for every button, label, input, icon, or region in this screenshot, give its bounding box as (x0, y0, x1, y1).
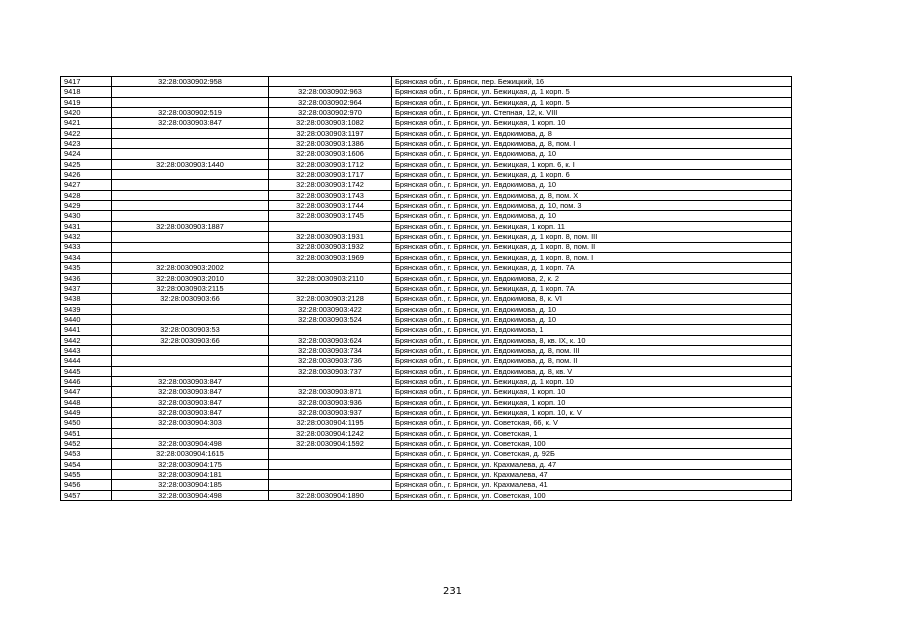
table-row (61, 97, 792, 107)
land-cadastral-number-cell: 32:28:0030904:498 (112, 439, 269, 449)
row-number-cell: 9443 (61, 345, 112, 355)
building-cadastral-number-cell: 32:28:0030903:1386 (269, 139, 392, 149)
building-cadastral-number-cell: 32:28:0030902:970 (269, 108, 392, 118)
row-number-cell: 9438 (61, 294, 112, 304)
table-row (61, 232, 792, 242)
building-cadastral-number-cell (269, 325, 392, 335)
table-row (61, 314, 792, 324)
building-cadastral-number-cell: 32:28:0030904:1592 (269, 439, 392, 449)
building-cadastral-number-cell: 32:28:0030903:624 (269, 335, 392, 345)
table-row (61, 335, 792, 345)
building-cadastral-number-cell: 32:28:0030903:2110 (269, 273, 392, 283)
building-cadastral-number-cell: 32:28:0030903:871 (269, 387, 392, 397)
land-cadastral-number-cell: 32:28:0030904:181 (112, 470, 269, 480)
table-row (61, 190, 792, 200)
row-number-cell: 9448 (61, 397, 112, 407)
building-cadastral-number-cell: 32:28:0030903:1744 (269, 201, 392, 211)
building-cadastral-number-cell: 32:28:0030903:1745 (269, 211, 392, 221)
table-row (61, 201, 792, 211)
address-cell: Брянская обл., г. Брянск, ул. Степная, 12, к. VIII (392, 108, 792, 118)
row-number-cell: 9452 (61, 439, 112, 449)
row-number-cell: 9444 (61, 356, 112, 366)
table-row (61, 211, 792, 221)
address-cell: Брянская обл., г. Брянск, ул. Бежицкая, д. 1 корп. 6 (392, 170, 792, 180)
land-cadastral-number-cell (112, 366, 269, 376)
building-cadastral-number-cell (269, 283, 392, 293)
row-number-cell: 9441 (61, 325, 112, 335)
table-row (61, 159, 792, 169)
row-number-cell: 9435 (61, 263, 112, 273)
address-cell: Брянская обл., г. Брянск, ул. Бежицкая, д. 1 корп. 7А (392, 263, 792, 273)
table-row (61, 325, 792, 335)
address-cell: Брянская обл., г. Брянск, ул. Евдокимова, д. 10 (392, 211, 792, 221)
address-cell: Брянская обл., г. Брянск, ул. Евдокимова, 1 (392, 325, 792, 335)
address-cell: Брянская обл., г. Брянск, ул. Евдокимова, д. 10 (392, 180, 792, 190)
address-cell: Брянская обл., г. Брянск, ул. Бежицкая, д. 1 корп. 8, пом. III (392, 232, 792, 242)
address-cell: Брянская обл., г. Брянск, ул. Бежицкая, д. 1 корп. 8, пом. I (392, 252, 792, 262)
land-cadastral-number-cell: 32:28:0030903:2010 (112, 273, 269, 283)
table-row (61, 128, 792, 138)
address-cell: Брянская обл., г. Брянск, ул. Евдокимова, д. 10 (392, 304, 792, 314)
table-row (61, 459, 792, 469)
building-cadastral-number-cell (269, 221, 392, 231)
address-cell: Брянская обл., г. Брянск, ул. Крахмалева, 47 (392, 470, 792, 480)
row-number-cell: 9420 (61, 108, 112, 118)
address-cell: Брянская обл., г. Брянск, ул. Евдокимова, д. 8, пом. II (392, 356, 792, 366)
address-cell: Брянская обл., г. Брянск, ул. Советская, 66, к. V (392, 418, 792, 428)
building-cadastral-number-cell: 32:28:0030903:1743 (269, 190, 392, 200)
land-cadastral-number-cell (112, 345, 269, 355)
land-cadastral-number-cell (112, 242, 269, 252)
land-cadastral-number-cell (112, 149, 269, 159)
land-cadastral-number-cell: 32:28:0030903:1887 (112, 221, 269, 231)
row-number-cell: 9427 (61, 180, 112, 190)
land-cadastral-number-cell (112, 170, 269, 180)
row-number-cell: 9447 (61, 387, 112, 397)
table-row (61, 376, 792, 386)
address-cell: Брянская обл., г. Брянск, ул. Евдокимова, д. 8 (392, 128, 792, 138)
land-cadastral-number-cell: 32:28:0030902:958 (112, 77, 269, 87)
table-row (61, 418, 792, 428)
table-row (61, 345, 792, 355)
table-row (61, 273, 792, 283)
address-cell: Брянская обл., г. Брянск, ул. Крахмалева, д. 47 (392, 459, 792, 469)
table-row (61, 408, 792, 418)
row-number-cell: 9456 (61, 480, 112, 490)
address-cell: Брянская обл., г. Брянск, ул. Бежицкая, 1 корп. 6, к. I (392, 159, 792, 169)
land-cadastral-number-cell: 32:28:0030903:66 (112, 294, 269, 304)
land-cadastral-number-cell: 32:28:0030903:2002 (112, 263, 269, 273)
address-cell: Брянская обл., г. Брянск, ул. Бежицкая, 1 корп. 10 (392, 118, 792, 128)
land-cadastral-number-cell (112, 139, 269, 149)
row-number-cell: 9450 (61, 418, 112, 428)
building-cadastral-number-cell: 32:28:0030903:1606 (269, 149, 392, 159)
land-cadastral-number-cell (112, 180, 269, 190)
address-cell: Брянская обл., г. Брянск, ул. Советская, 100 (392, 439, 792, 449)
row-number-cell: 9453 (61, 449, 112, 459)
row-number-cell: 9440 (61, 314, 112, 324)
address-cell: Брянская обл., г. Брянск, ул. Крахмалева, 41 (392, 480, 792, 490)
land-cadastral-number-cell: 32:28:0030903:53 (112, 325, 269, 335)
building-cadastral-number-cell: 32:28:0030904:1890 (269, 490, 392, 500)
table-row (61, 180, 792, 190)
building-cadastral-number-cell (269, 77, 392, 87)
row-number-cell: 9430 (61, 211, 112, 221)
property-register-table (60, 76, 792, 501)
address-cell: Брянская обл., г. Брянск, ул. Евдокимова, д. 10, пом. 3 (392, 201, 792, 211)
row-number-cell: 9429 (61, 201, 112, 211)
building-cadastral-number-cell: 32:28:0030903:736 (269, 356, 392, 366)
table-row (61, 87, 792, 97)
address-cell: Брянская обл., г. Брянск, ул. Бежицкая, д. 1 корп. 8, пом. II (392, 242, 792, 252)
row-number-cell: 9454 (61, 459, 112, 469)
row-number-cell: 9437 (61, 283, 112, 293)
row-number-cell: 9449 (61, 408, 112, 418)
row-number-cell: 9445 (61, 366, 112, 376)
building-cadastral-number-cell: 32:28:0030903:1197 (269, 128, 392, 138)
row-number-cell: 9446 (61, 376, 112, 386)
table-row (61, 283, 792, 293)
land-cadastral-number-cell (112, 87, 269, 97)
building-cadastral-number-cell (269, 480, 392, 490)
address-cell: Брянская обл., г. Брянск, ул. Бежицкая, 1 корп. 10, к. V (392, 408, 792, 418)
land-cadastral-number-cell (112, 128, 269, 138)
table-row (61, 242, 792, 252)
land-cadastral-number-cell: 32:28:0030903:2115 (112, 283, 269, 293)
building-cadastral-number-cell: 32:28:0030903:524 (269, 314, 392, 324)
building-cadastral-number-cell: 32:28:0030903:2128 (269, 294, 392, 304)
address-cell: Брянская обл., г. Брянск, ул. Бежицкая, д. 1 корп. 10 (392, 376, 792, 386)
building-cadastral-number-cell (269, 376, 392, 386)
table-row (61, 490, 792, 500)
building-cadastral-number-cell: 32:28:0030902:964 (269, 97, 392, 107)
table-row (61, 252, 792, 262)
address-cell: Брянская обл., г. Брянск, ул. Бежицкая, 1 корп. 10 (392, 397, 792, 407)
table-row (61, 108, 792, 118)
land-cadastral-number-cell: 32:28:0030904:303 (112, 418, 269, 428)
table-row (61, 449, 792, 459)
row-number-cell: 9457 (61, 490, 112, 500)
building-cadastral-number-cell (269, 470, 392, 480)
address-cell: Брянская обл., г. Брянск, ул. Бежицкая, 1 корп. 11 (392, 221, 792, 231)
address-cell: Брянская обл., г. Брянск, ул. Евдокимова, д. 8, кв. V (392, 366, 792, 376)
land-cadastral-number-cell (112, 201, 269, 211)
building-cadastral-number-cell: 32:28:0030903:734 (269, 345, 392, 355)
table-row (61, 263, 792, 273)
land-cadastral-number-cell (112, 190, 269, 200)
land-cadastral-number-cell (112, 356, 269, 366)
table-row (61, 439, 792, 449)
address-cell: Брянская обл., г. Брянск, ул. Евдокимова, 8, кв. IX, к. 10 (392, 335, 792, 345)
table-row (61, 387, 792, 397)
building-cadastral-number-cell: 32:28:0030904:1242 (269, 428, 392, 438)
table-row (61, 480, 792, 490)
land-cadastral-number-cell: 32:28:0030903:847 (112, 387, 269, 397)
address-cell: Брянская обл., г. Брянск, ул. Бежицкая, д. 1 корп. 5 (392, 87, 792, 97)
land-cadastral-number-cell (112, 252, 269, 262)
building-cadastral-number-cell: 32:28:0030902:963 (269, 87, 392, 97)
row-number-cell: 9433 (61, 242, 112, 252)
row-number-cell: 9436 (61, 273, 112, 283)
address-cell: Брянская обл., г. Брянск, ул. Евдокимова, 2, к. 2 (392, 273, 792, 283)
table-row (61, 118, 792, 128)
building-cadastral-number-cell: 32:28:0030903:1932 (269, 242, 392, 252)
building-cadastral-number-cell (269, 449, 392, 459)
building-cadastral-number-cell: 32:28:0030903:1969 (269, 252, 392, 262)
building-cadastral-number-cell: 32:28:0030904:1195 (269, 418, 392, 428)
address-cell: Брянская обл., г. Брянск, ул. Советская, 1 (392, 428, 792, 438)
land-cadastral-number-cell: 32:28:0030903:1440 (112, 159, 269, 169)
row-number-cell: 9423 (61, 139, 112, 149)
page-number: 231 (442, 586, 463, 597)
building-cadastral-number-cell: 32:28:0030903:1082 (269, 118, 392, 128)
land-cadastral-number-cell: 32:28:0030904:1615 (112, 449, 269, 459)
land-cadastral-number-cell: 32:28:0030904:498 (112, 490, 269, 500)
address-cell: Брянская обл., г. Брянск, ул. Бежицкая, д. 1 корп. 5 (392, 97, 792, 107)
table-row (61, 221, 792, 231)
building-cadastral-number-cell (269, 459, 392, 469)
land-cadastral-number-cell: 32:28:0030903:847 (112, 118, 269, 128)
land-cadastral-number-cell: 32:28:0030903:847 (112, 376, 269, 386)
address-cell: Брянская обл., г. Брянск, ул. Евдокимова, д. 8, пом. I (392, 139, 792, 149)
address-cell: Брянская обл., г. Брянск, ул. Советская, д. 92Б (392, 449, 792, 459)
row-number-cell: 9432 (61, 232, 112, 242)
land-cadastral-number-cell: 32:28:0030903:847 (112, 408, 269, 418)
land-cadastral-number-cell: 32:28:0030903:847 (112, 397, 269, 407)
address-cell: Брянская обл., г. Брянск, ул. Евдокимова, д. 8, пом. III (392, 345, 792, 355)
table-row (61, 170, 792, 180)
row-number-cell: 9455 (61, 470, 112, 480)
land-cadastral-number-cell: 32:28:0030903:66 (112, 335, 269, 345)
address-cell: Брянская обл., г. Брянск, ул. Евдокимова, д. 8, пом. X (392, 190, 792, 200)
row-number-cell: 9426 (61, 170, 112, 180)
row-number-cell: 9451 (61, 428, 112, 438)
building-cadastral-number-cell: 32:28:0030903:422 (269, 304, 392, 314)
land-cadastral-number-cell (112, 428, 269, 438)
address-cell: Брянская обл., г. Брянск, ул. Бежицкая, д. 1 корп. 7А (392, 283, 792, 293)
building-cadastral-number-cell: 32:28:0030903:1742 (269, 180, 392, 190)
building-cadastral-number-cell: 32:28:0030903:1931 (269, 232, 392, 242)
table-row (61, 366, 792, 376)
land-cadastral-number-cell (112, 314, 269, 324)
land-cadastral-number-cell (112, 97, 269, 107)
row-number-cell: 9422 (61, 128, 112, 138)
table-row (61, 149, 792, 159)
address-cell: Брянская обл., г. Брянск, ул. Советская, 100 (392, 490, 792, 500)
row-number-cell: 9434 (61, 252, 112, 262)
row-number-cell: 9418 (61, 87, 112, 97)
building-cadastral-number-cell: 32:28:0030903:1712 (269, 159, 392, 169)
table-row (61, 77, 792, 87)
land-cadastral-number-cell: 32:28:0030902:519 (112, 108, 269, 118)
row-number-cell: 9424 (61, 149, 112, 159)
row-number-cell: 9417 (61, 77, 112, 87)
row-number-cell: 9439 (61, 304, 112, 314)
table-row (61, 397, 792, 407)
address-cell: Брянская обл., г. Брянск, ул. Евдокимова, 8, к. VI (392, 294, 792, 304)
table-row (61, 428, 792, 438)
address-cell: Брянская обл., г. Брянск, ул. Бежицкая, 1 корп. 10 (392, 387, 792, 397)
building-cadastral-number-cell: 32:28:0030903:937 (269, 408, 392, 418)
land-cadastral-number-cell: 32:28:0030904:175 (112, 459, 269, 469)
table-row (61, 356, 792, 366)
land-cadastral-number-cell: 32:28:0030904:185 (112, 480, 269, 490)
land-cadastral-number-cell (112, 304, 269, 314)
address-cell: Брянская обл., г. Брянск, пер. Бежицкий, 16 (392, 77, 792, 87)
row-number-cell: 9431 (61, 221, 112, 231)
address-cell: Брянская обл., г. Брянск, ул. Евдокимова, д. 10 (392, 314, 792, 324)
land-cadastral-number-cell (112, 211, 269, 221)
building-cadastral-number-cell (269, 263, 392, 273)
row-number-cell: 9428 (61, 190, 112, 200)
row-number-cell: 9419 (61, 97, 112, 107)
land-cadastral-number-cell (112, 232, 269, 242)
building-cadastral-number-cell: 32:28:0030903:1717 (269, 170, 392, 180)
address-cell: Брянская обл., г. Брянск, ул. Евдокимова, д. 10 (392, 149, 792, 159)
table-body (61, 77, 792, 501)
row-number-cell: 9442 (61, 335, 112, 345)
table-row (61, 294, 792, 304)
table-row (61, 304, 792, 314)
row-number-cell: 9421 (61, 118, 112, 128)
building-cadastral-number-cell: 32:28:0030903:936 (269, 397, 392, 407)
table-row (61, 470, 792, 480)
building-cadastral-number-cell: 32:28:0030903:737 (269, 366, 392, 376)
table-row (61, 139, 792, 149)
row-number-cell: 9425 (61, 159, 112, 169)
